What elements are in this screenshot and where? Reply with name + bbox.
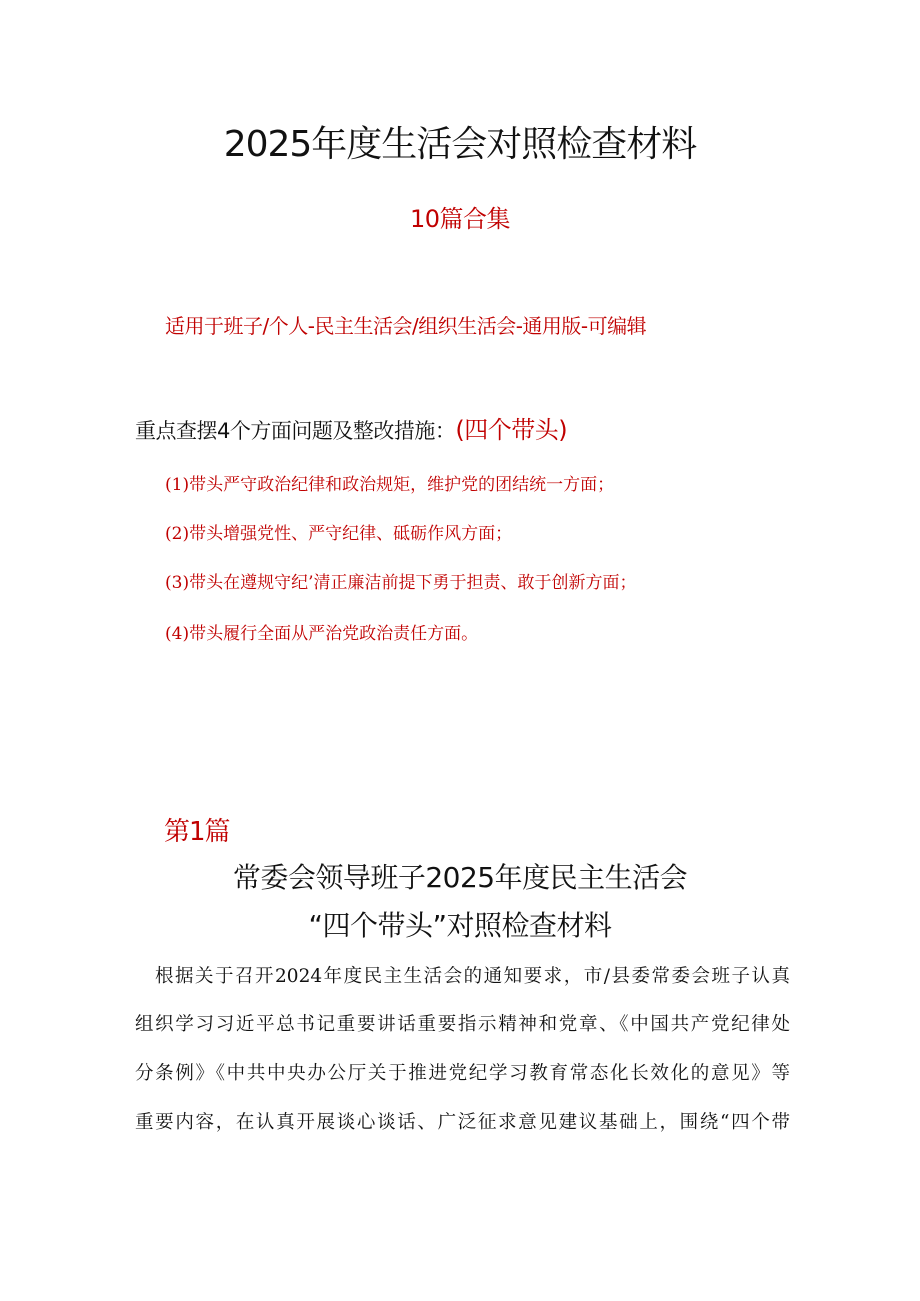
section-title-line-1: 常委会领导班子2025年度民主生活会 [232,861,688,894]
focus-item: (3)带头在遵规守纪’清正廉洁前提下勇于担责、敢于创新方面； [165,573,637,593]
subtitle: 10篇合集 [409,205,511,233]
section-label: 第1篇 [164,817,230,847]
section-title-line-2: “四个带头”对照检查材料 [308,909,612,942]
focus-item: (1)带头严守政治纪律和政治规矩，维护党的团结统一方面； [165,475,615,495]
body-text-line: 分条例》《中共中央办公厅关于推进党纪学习教育常态化长效化的意见》等 [135,1063,790,1084]
focus-heading [135,410,567,445]
usage-note: 适用于班子/个人-民主生活会/组织生活会-通用版-可编辑 [165,314,647,338]
body-text-line: 重要内容，在认真开展谈心谈话、广泛征求意见建议基础上，围绕“四个带 [135,1112,790,1133]
focus-item: (2)带头增强党性、严守纪律、砥砺作风方面； [165,524,513,544]
focus-heading-text: 重点查摆4个方面问题及整改措施： [135,419,456,443]
body-text-line: 组织学习习近平总书记重要讲话重要指示精神和党章、《中国共产党纪律处 [135,1014,790,1035]
focus-item: (4)带头履行全面从严治党政治责任方面。 [165,624,479,644]
main-title: 2025年度生活会对照检查材料 [223,124,697,165]
focus-heading-highlight: (四个带头) [455,416,568,444]
body-text-line: 根据关于召开2024年度民主生活会的通知要求，市/县委常委会班子认真 [155,966,790,987]
